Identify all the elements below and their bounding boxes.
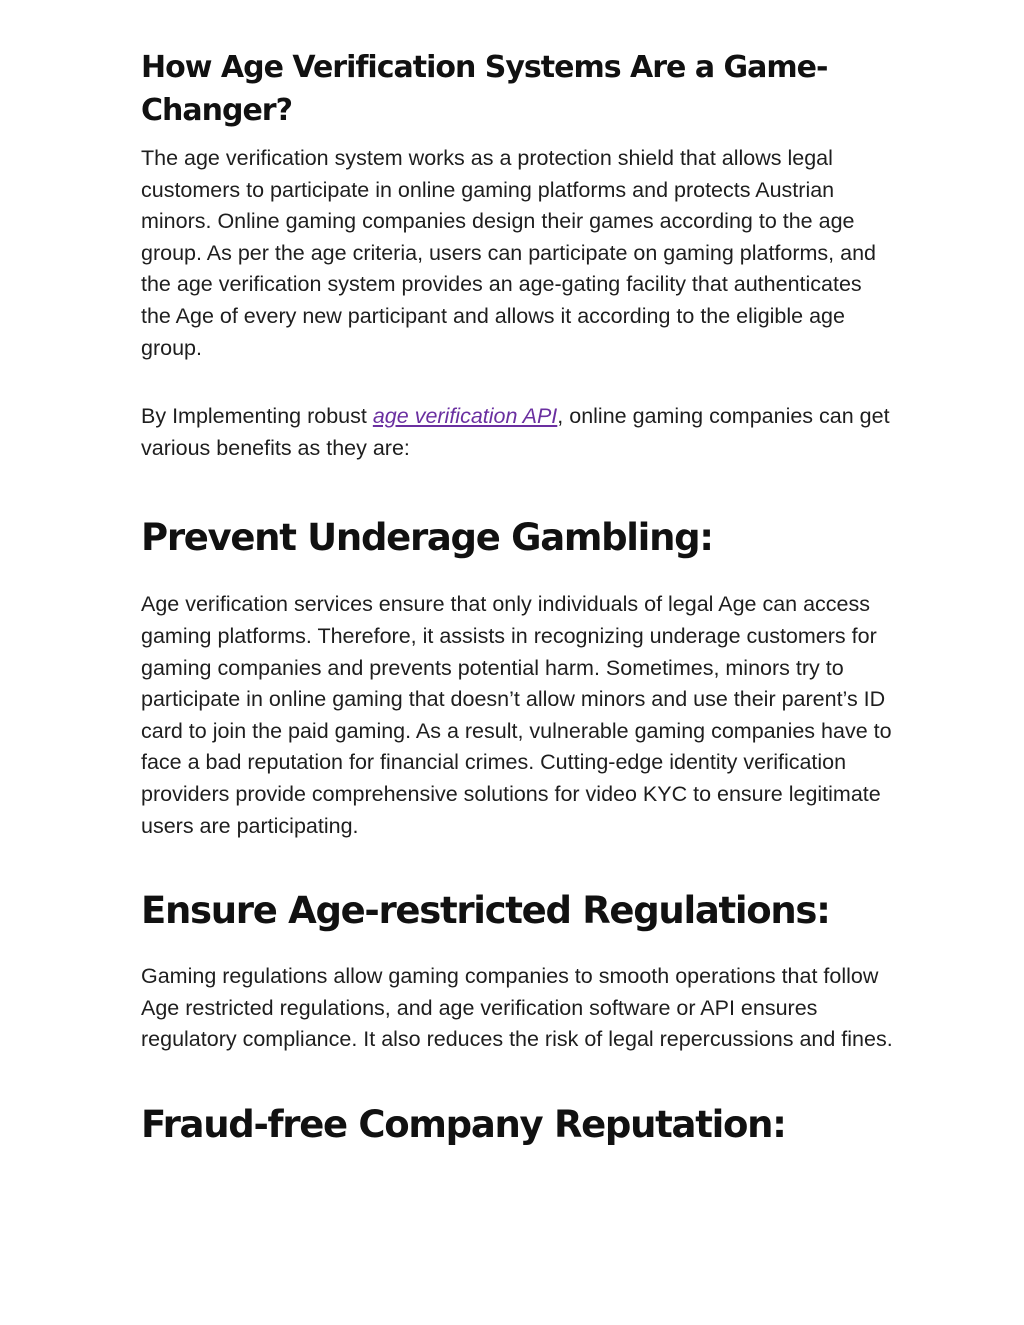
age-verification-api-link[interactable]: age verification API xyxy=(372,404,558,429)
intro-heading: How Age Verification Systems Are a Game-Changer? xyxy=(141,50,828,128)
age-restricted-regulations-heading: Ensure Age-restricted Regulations: xyxy=(141,889,830,933)
api-paragraph-lead: By Implementing robust xyxy=(141,404,373,429)
age-restricted-regulations-paragraph: Gaming regulations allow gaming companies to smooth operations that follow Age restricted regulations, and age verification software or API ensures regulatory compliance. It also reduces the risk of legal repercussions and fines. xyxy=(141,964,893,1052)
underage-gambling-paragraph: Age verification services ensure that only individuals of legal Age can access gaming platforms. Therefore, it assists in recognizing underage customers for gaming companies and prevents potential harm. Sometimes, minors try to participate in online gaming that doesn’t allow minors and use their parent’s ID card to join the paid gaming. As a result, vulnerable gaming companies have to face a bad reputation for financial crimes. Cutting-edge identity verification providers provide comprehensive solutions for video KYC to ensure legitimate users are participating. xyxy=(141,592,892,838)
document-page xyxy=(141,46,893,1148)
intro-paragraph: The age verification system works as a protection shield that allows legal customers to participate in online gaming platforms and protects Austrian minors. Online gaming companies design their games according to the age group. As per the age criteria, users can participate on gaming platforms, and the age verification system provides an age-gating facility that authenticates the Age of every new participant and allows it according to the eligible age group. xyxy=(141,146,876,360)
underage-gambling-heading: Prevent Underage Gambling: xyxy=(141,516,713,560)
api-paragraph-tail: , online gaming companies can get various benefits as they are: xyxy=(141,404,890,460)
fraud-free-reputation-heading: Fraud-free Company Reputation: xyxy=(141,1102,786,1146)
api-paragraph xyxy=(141,401,893,464)
